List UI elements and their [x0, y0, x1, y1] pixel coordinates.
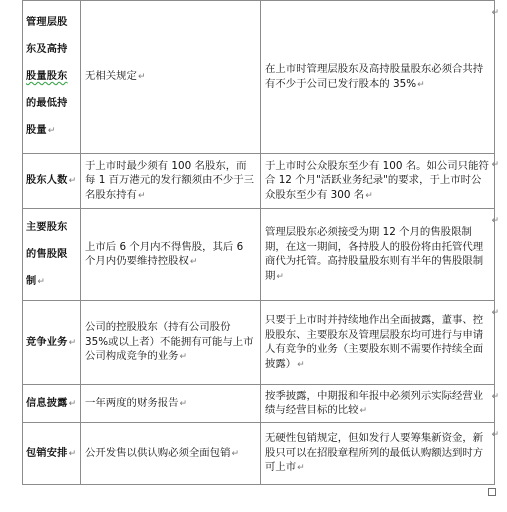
row-label-cell	[23, 385, 81, 423]
paragraph-mark-icon: ↵	[297, 463, 305, 474]
main-board-cell	[81, 1, 261, 154]
cell-text: 按季披露，中期报和年报中必须列示实际经营业绩与经营目标的比较	[265, 389, 484, 416]
paragraph-mark-icon: ↵	[189, 257, 198, 267]
paragraph-mark-icon: ↵	[137, 72, 146, 83]
paragraph-mark-icon: ↵	[417, 79, 425, 90]
row-label-line: 股量	[26, 125, 47, 136]
table-row	[23, 423, 495, 485]
paragraph-mark-icon: ↵	[68, 448, 77, 459]
paragraph-mark-icon: ↵	[231, 448, 240, 459]
table-row	[23, 385, 495, 423]
gem-board-cell	[261, 385, 495, 423]
table-row	[23, 1, 495, 154]
row-end-mark-icon: ↵	[491, 308, 499, 318]
comparison-table	[22, 0, 495, 485]
paragraph-mark-icon: ↵	[137, 190, 146, 201]
row-end-mark-icon: ↵	[491, 392, 499, 402]
row-label: 包销安排	[26, 447, 68, 459]
row-label-cell	[23, 423, 81, 485]
main-board-cell	[81, 385, 261, 423]
row-end-mark-icon: ↵	[491, 8, 499, 18]
main-board-cell	[81, 154, 261, 209]
gem-board-cell	[261, 154, 495, 209]
row-end-mark-icon: ↵	[491, 216, 499, 226]
row-end-mark-icon: ↵	[491, 160, 499, 170]
paragraph-mark-icon: ↵	[37, 276, 46, 287]
table-row	[23, 301, 495, 385]
row-label: 信息披露	[26, 397, 68, 409]
row-label-cell	[23, 209, 81, 301]
row-label-line: 制	[26, 275, 37, 287]
paragraph-mark-icon: ↵	[365, 190, 373, 201]
cell-text: 一年两度的财务报告	[85, 396, 179, 409]
paragraph-mark-icon: ↵	[297, 359, 305, 370]
row-end-mark-icon: ↵	[491, 430, 499, 440]
paragraph-mark-icon: ↵	[68, 176, 77, 186]
gem-board-cell	[261, 1, 495, 154]
table-resize-handle[interactable]	[488, 488, 496, 496]
row-label-cell	[23, 154, 81, 209]
cell-text: 只要于上市时并持续地作出全面披露，董事、控股股东、主要股东及管理层股东均可进行与申请人有竞争的业务（主要股东则不需要作持续全面披露）	[265, 314, 484, 370]
row-label-line: 的售股限	[26, 248, 68, 260]
gem-board-cell	[261, 423, 495, 485]
cell-text: 于上市时公众股东至少有 100 名。如公司只能符合 12 个月"活跃业务纪录"的要求，于上市时公众股东至少有 300 名	[265, 159, 489, 201]
table-row	[23, 154, 495, 209]
row-label: 股东人数	[26, 175, 68, 186]
paragraph-mark-icon: ↵	[68, 398, 77, 409]
cell-text: 于上市时最少须有 100 名股东，而每 1 百万港元的发行额须由不少于三名股东持有	[85, 159, 255, 201]
row-label-line: 的最低持	[26, 98, 68, 109]
row-label-cell	[23, 1, 81, 154]
cell-text: 在上市时管理层股东及高持股量股东必须合共持有不少于公司已发行股本的 35%	[265, 63, 484, 90]
cell-text: 公开发售以供认购必须全面包销	[85, 446, 231, 459]
row-label: 竞争业务	[26, 336, 68, 348]
paragraph-mark-icon: ↵	[47, 126, 56, 136]
table-row	[23, 209, 495, 301]
paragraph-mark-icon: ↵	[179, 352, 188, 363]
main-board-cell	[81, 423, 261, 485]
paragraph-mark-icon: ↵	[179, 398, 188, 409]
main-board-cell	[81, 209, 261, 301]
gem-board-cell	[261, 209, 495, 301]
gem-board-cell	[261, 301, 495, 385]
row-label-line: 股量股东	[26, 71, 68, 82]
cell-text: 无相关规定	[85, 70, 137, 83]
main-board-cell	[81, 301, 261, 385]
row-label-cell	[23, 301, 81, 385]
cell-text: 上市后 6 个月内不得售股，其后 6 个月内仍要维持控股权	[85, 240, 244, 267]
paragraph-mark-icon: ↵	[276, 271, 284, 282]
row-label-line: 东及高持	[26, 44, 68, 55]
row-label-line: 主要股东	[26, 221, 68, 233]
paragraph-mark-icon: ↵	[359, 406, 368, 416]
paragraph-mark-icon: ↵	[68, 337, 77, 348]
row-label-line: 管理层股	[26, 17, 68, 28]
cell-text: 公司的控股股东（持有公司股份 35%或以上者）不能拥有可能与上市公司构成竞争的业务	[85, 321, 254, 363]
cell-text: 无硬性包销规定，但如发行人要筹集新资金，新股只可以在招股章程所列的最低认购额达到时方可上市	[265, 432, 484, 474]
cell-text: 管理层股东必须接受为期 12 个月的售股限制期，在这一期间，各持股人的股份将由托管代理商代为托管。高持股量股东则有半年的售股限制期	[265, 226, 484, 282]
